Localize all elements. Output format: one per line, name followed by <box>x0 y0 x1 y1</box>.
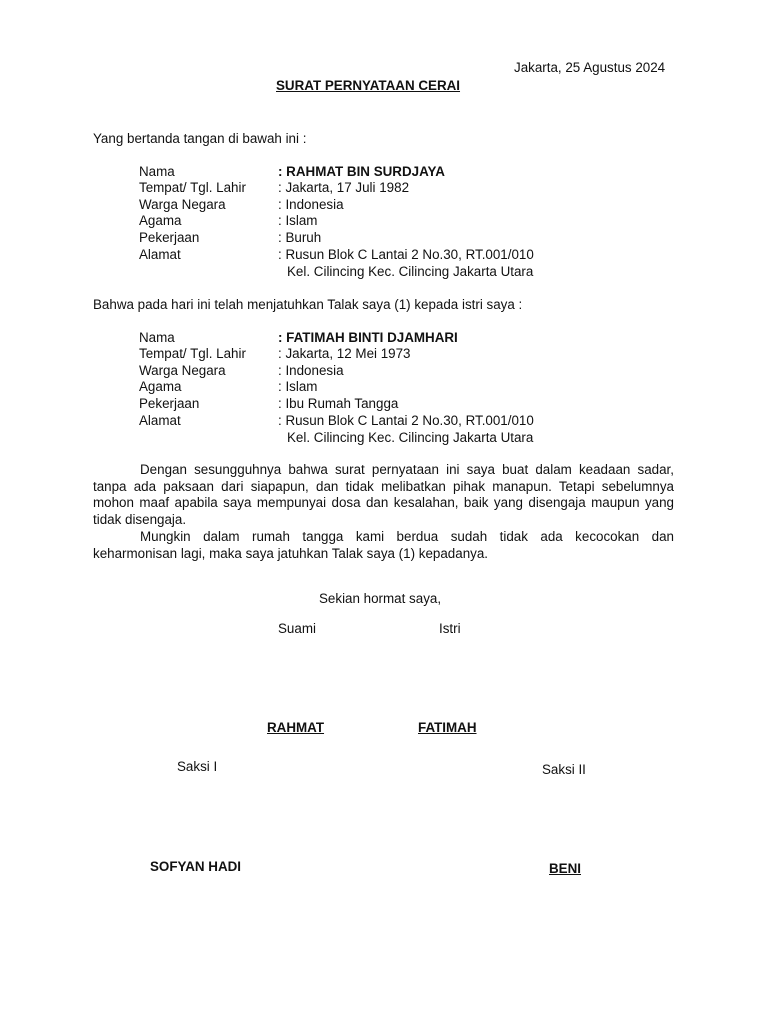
saksi1-label: Saksi I <box>177 759 218 774</box>
intro-text: Yang bertanda tangan di bawah ini : <box>93 131 307 146</box>
husband-name-row <box>0 164 768 180</box>
field-label: Tempat/ Tgl. Lahir <box>139 346 246 361</box>
saksi2-signature-name: BENI <box>549 861 581 876</box>
field-value: : Jakarta, 17 Juli 1982 <box>278 180 410 195</box>
istri-label: Istri <box>439 621 461 636</box>
wife-name-value: : FATIMAH BINTI DJAMHARI <box>278 330 458 345</box>
field-value: : Islam <box>278 213 318 228</box>
field-label: Warga Negara <box>139 363 226 378</box>
closing-text: Sekian hormat saya, <box>319 591 442 606</box>
field-value: : Rusun Blok C Lantai 2 No.30, RT.001/010 <box>278 413 534 428</box>
field-value: : Buruh <box>278 230 322 245</box>
field-label: Alamat <box>139 413 181 428</box>
istri-signature-name: FATIMAH <box>418 720 477 735</box>
saksi1-signature-name: SOFYAN HADI <box>150 859 242 874</box>
suami-label: Suami <box>278 621 316 636</box>
husband-address-row <box>0 247 768 263</box>
field-label: Pekerjaan <box>139 396 200 411</box>
husband-name-value: : RAHMAT BIN SURDJAYA <box>278 164 445 179</box>
place-date: Jakarta, 25 Agustus 2024 <box>514 60 666 75</box>
wife-occupation-row <box>0 396 768 412</box>
field-value: : Rusun Blok C Lantai 2 No.30, RT.001/010 <box>278 247 534 262</box>
document-title: SURAT PERNYATAAN CERAI <box>276 78 461 93</box>
body-paragraph-1 <box>93 462 674 528</box>
body-paragraph-2 <box>93 529 674 562</box>
wife-nationality-row <box>0 363 768 379</box>
field-value: : Ibu Rumah Tangga <box>278 396 399 411</box>
wife-birth-row <box>0 346 768 362</box>
saksi2-label: Saksi II <box>542 762 586 777</box>
husband-nationality-row <box>0 197 768 213</box>
paragraph-text: Mungkin dalam rumah tangga kami berdua sudah tidak ada kecocokan dan keharmonisan lagi, maka saya jatuhkan Talak saya (1) kepadanya. <box>93 529 674 561</box>
talak-statement: Bahwa pada hari ini telah menjatuhkan Talak saya (1) kepada istri saya : <box>93 297 523 312</box>
field-label: Agama <box>139 213 182 228</box>
wife-religion-row <box>0 379 768 395</box>
field-value: Kel. Cilincing Kec. Cilincing Jakarta Utara <box>287 264 534 279</box>
field-value: : Indonesia <box>278 363 344 378</box>
suami-signature-name: RAHMAT <box>267 720 325 735</box>
field-label: Warga Negara <box>139 197 226 212</box>
paragraph-text: Dengan sesungguhnya bahwa surat pernyataan ini saya buat dalam keadaan sadar, tanpa ada paksaan dari siapapun, dan tidak melibatkan pihak manapun. Tetapi sebelumnya mohon maaf apabila saya mempunyai dosa dan kesalahan, baik yang disengaja maupun yang tidak disengaja. <box>93 462 674 527</box>
field-value: : Indonesia <box>278 197 344 212</box>
field-label: Pekerjaan <box>139 230 200 245</box>
field-label: Agama <box>139 379 182 394</box>
field-value: Kel. Cilincing Kec. Cilincing Jakarta Utara <box>287 430 534 445</box>
field-label: Tempat/ Tgl. Lahir <box>139 180 246 195</box>
field-label: Nama <box>139 330 175 345</box>
husband-religion-row <box>0 213 768 229</box>
wife-address-row <box>0 413 768 429</box>
field-value: : Jakarta, 12 Mei 1973 <box>278 346 411 361</box>
husband-address-line2-row <box>0 264 768 280</box>
field-label: Nama <box>139 164 175 179</box>
husband-occupation-row <box>0 230 768 246</box>
wife-name-row <box>0 330 768 346</box>
husband-birth-row <box>0 180 768 196</box>
field-label: Alamat <box>139 247 181 262</box>
field-value: : Islam <box>278 379 318 394</box>
wife-address-line2-row <box>0 430 768 446</box>
